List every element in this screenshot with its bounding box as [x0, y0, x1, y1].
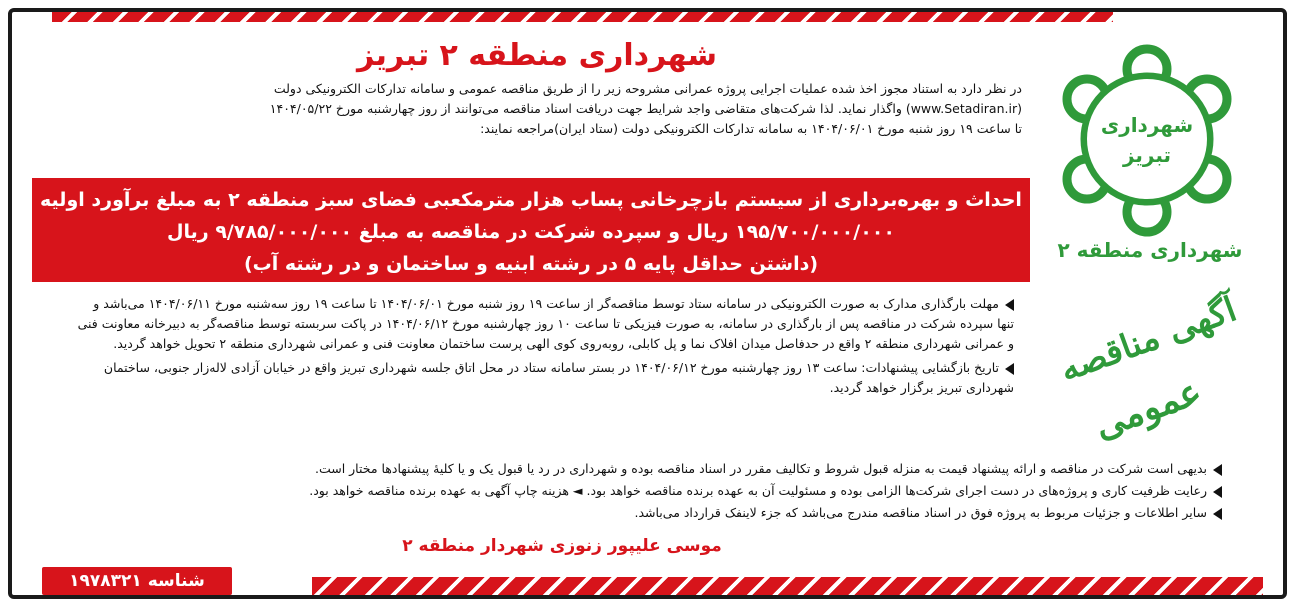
logo-text: شهرداری — [1100, 113, 1194, 137]
municipality-logo-icon — [1062, 44, 1232, 244]
logo-caption: شهرداری منطقه ۲ — [1057, 238, 1243, 262]
arrow-icon — [1005, 299, 1014, 311]
arrow-icon — [1005, 363, 1014, 375]
project-line: ۱۹۵/۷۰۰/۰۰۰/۰۰۰ ریال و سپرده شرکت در مناقصه به مبلغ ۹/۷۸۵/۰۰۰/۰۰۰ ریال — [167, 221, 895, 243]
intro-text — [42, 79, 1022, 139]
vertical-title: عمومی — [1088, 370, 1207, 448]
note-item — [72, 480, 1222, 502]
project-line: (داشتن حداقل پایه ۵ در رشته ابنیه و ساختمان و در رشته آب) — [243, 253, 819, 275]
detail-item — [74, 358, 1014, 398]
notes-section — [72, 458, 1222, 524]
project-box — [32, 178, 1030, 282]
project-line: احداث و بهره‌برداری از سیستم بازچرخانی پساب هزار مترمکعبی فضای سبز منطقه ۲ به مبلغ برآورد اولیه — [40, 189, 1022, 211]
notice-content — [42, 28, 1032, 139]
intro-line: تا ساعت ۱۹ روز شنبه مورخ ۱۴۰۴/۰۶/۰۱ به سامانه تدارکات الکترونیکی دولت (ستاد ایران)مراجعه نمایند: — [480, 121, 1022, 136]
note-item — [72, 502, 1222, 524]
logo-text: تبریز — [1122, 143, 1172, 167]
details-section — [74, 294, 1014, 402]
top-stripe — [52, 12, 1113, 22]
notice-title: شهرداری منطقه ۲ تبریز — [357, 38, 717, 73]
arrow-icon — [1213, 508, 1222, 520]
detail-item — [74, 294, 1014, 354]
detail-text: تاریخ بازگشایی پیشنهادات: ساعت ۱۳ روز چهارشنبه مورخ ۱۴۰۴/۰۶/۱۲ در بستر سامانه ستاد در محل اتاق جلسه شهرداری تبریز واقع در خیابان آزادی لاله‌زار جنوبی، ساختمان شهرداری تبریز برگزار خواهد گردید. — [103, 360, 1014, 395]
detail-text: مهلت بارگذاری مدارک به صورت الکترونیکی در سامانه ستاد توسط مناقصه‌گر از ساعت ۱۹ روز شنبه مورخ ۱۴۰۴/۰۶/۰۱ تا ساعت ۱۹ روز سه‌شنبه مورخ ۱۴۰۴/۰۶/۱۱ می‌باشد و تنها سپرده شرکت در مناقصه پس از بارگذاری در سامانه، به صورت فیزیکی تا ساعت ۱۰ روز چهارشنبه مورخ ۱۴۰۴/۰۶/۱۲ در پاکت سربسته توسط مناقصه‌گر به دبیرخانه معاونت فنی و عمرانی شهرداری منطقه ۲ واقع در حدفاصل میدان افلاک نما و پل کابلی، روبه‌روی کوی الهی پرست ساختمان معاونت فنی و عمرانی شهرداری منطقه ۲ تحویل خواهد گردید. — [77, 296, 1014, 351]
vertical-title: آگهی مناقصه — [1054, 289, 1242, 390]
arrow-icon — [1213, 486, 1222, 498]
tender-title-graphic — [1052, 280, 1252, 460]
arrow-icon — [1213, 464, 1222, 476]
note-text: سایر اطلاعات و جزئیات مربوط به پروژه فوق در اسناد مناقصه مندرج می‌باشد که جزء لاینفک قرارداد می‌باشد. — [634, 505, 1207, 520]
notice-frame — [8, 8, 1287, 599]
note-text: بدیهی است شرکت در مناقصه و ارائه پیشنهاد قیمت به منزله قبول شروط و تکالیف مقرر در اسناد مناقصه بوده و شهرداری در رد یا قبول یک و یا کلیهٔ پیشنهادها مختار است. — [314, 461, 1207, 476]
notice-id: شناسه ۱۹۷۸۳۲۱ — [42, 567, 232, 595]
bottom-stripe — [312, 577, 1263, 595]
intro-line: در نظر دارد به استناد مجوز اخذ شده عملیات اجرایی پروژه عمرانی مشروحه زیر را از طریق مناقصه عمومی و سامانه تدارکات الکترونیکی دولت — [273, 81, 1022, 96]
note-text: رعایت ظرفیت کاری و پروژه‌های در دست اجرای شرکت‌ها الزامی بوده و مسئولیت آن به عهده برنده مناقصه خواهد بود. ◄ هزینه چاپ آگهی به عهده برنده مناقصه خواهد بود. — [309, 483, 1207, 498]
intro-line: (www.Setadiran.ir) واگذار نماید. لذا شرکت‌های متقاضی واجد شرایط جهت دریافت اسناد مناقصه می‌توانند از روز چهارشنبه مورخ ۱۴۰۴/۰۵/۲۲ — [269, 101, 1022, 116]
note-item — [72, 458, 1222, 480]
signature: موسی علیپور زنوزی شهردار منطقه ۲ — [402, 536, 722, 556]
